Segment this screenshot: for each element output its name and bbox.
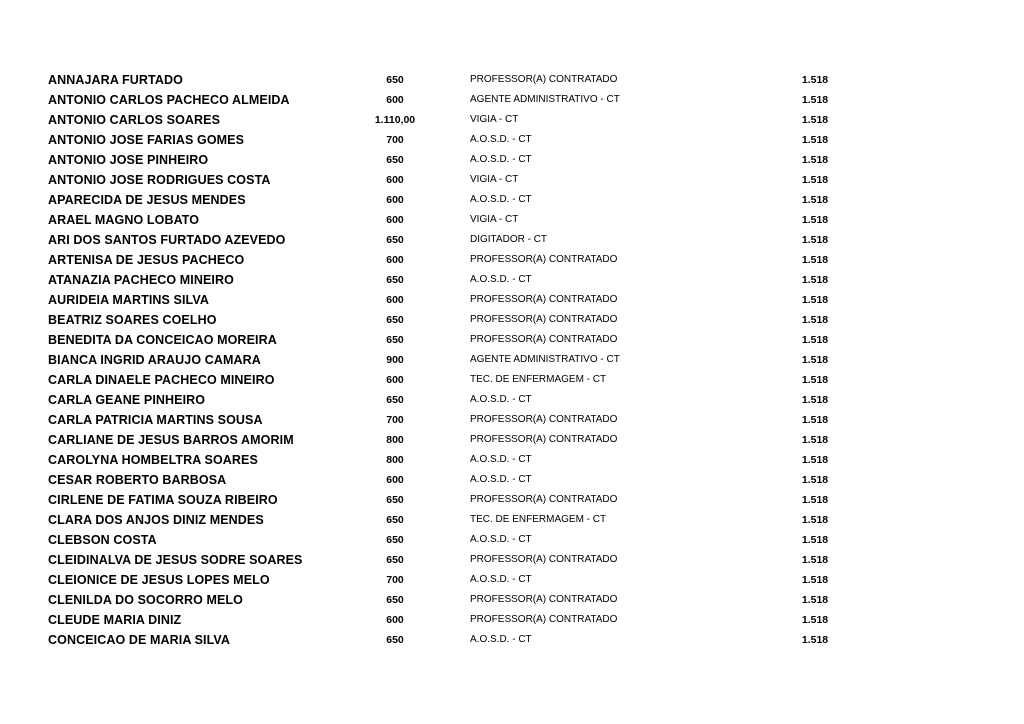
table-row: [0, 530, 1024, 550]
employee-total: 1.518: [801, 494, 829, 506]
employee-role: A.O.S.D. - CT: [470, 154, 532, 165]
employee-value: 600: [386, 474, 404, 486]
table-row: [0, 70, 1024, 90]
table-row: [0, 150, 1024, 170]
employee-total: 1.518: [801, 574, 829, 586]
employee-total: 1.518: [801, 174, 829, 186]
employee-role: A.O.S.D. - CT: [470, 534, 532, 545]
employee-total: 1.518: [801, 94, 829, 106]
employee-name: CIRLENE DE FATIMA SOUZA RIBEIRO: [48, 493, 278, 507]
employee-value: 600: [386, 614, 404, 626]
employee-total: 1.518: [801, 434, 829, 446]
employee-name: ANTONIO JOSE RODRIGUES COSTA: [48, 173, 271, 187]
employee-total: 1.518: [801, 254, 829, 266]
employee-total: 1.518: [801, 454, 829, 466]
employee-name: CARLA GEANE PINHEIRO: [48, 393, 206, 407]
employee-name: ATANAZIA PACHECO MINEIRO: [48, 273, 234, 287]
employee-value: 650: [386, 634, 404, 646]
employee-total: 1.518: [801, 314, 829, 326]
employee-value: 650: [386, 514, 404, 526]
employee-table: [0, 70, 1024, 650]
employee-name: ARAEL MAGNO LOBATO: [48, 213, 200, 227]
employee-role: AGENTE ADMINISTRATIVO - CT: [470, 94, 620, 105]
employee-value: 600: [386, 374, 404, 386]
employee-role: A.O.S.D. - CT: [470, 474, 532, 485]
employee-role: PROFESSOR(A) CONTRATADO: [470, 334, 618, 345]
employee-name: ANTONIO JOSE FARIAS GOMES: [48, 133, 245, 147]
table-row: [0, 430, 1024, 450]
employee-name: ANNAJARA FURTADO: [48, 73, 183, 87]
employee-total: 1.518: [801, 374, 829, 386]
employee-role: PROFESSOR(A) CONTRATADO: [470, 414, 618, 425]
employee-role: PROFESSOR(A) CONTRATADO: [470, 554, 618, 565]
employee-value: 650: [386, 74, 404, 86]
employee-total: 1.518: [801, 154, 829, 166]
table-row: [0, 170, 1024, 190]
employee-value: 800: [386, 434, 404, 446]
table-row: [0, 310, 1024, 330]
table-row: [0, 230, 1024, 250]
table-row: [0, 290, 1024, 310]
employee-value: 1.110,00: [374, 114, 416, 126]
employee-role: A.O.S.D. - CT: [470, 274, 532, 285]
employee-role: A.O.S.D. - CT: [470, 194, 532, 205]
employee-name: ANTONIO CARLOS PACHECO ALMEIDA: [48, 93, 290, 107]
employee-value: 800: [386, 454, 404, 466]
employee-value: 600: [386, 174, 404, 186]
employee-total: 1.518: [801, 214, 829, 226]
table-row: [0, 510, 1024, 530]
employee-role: A.O.S.D. - CT: [470, 454, 532, 465]
employee-name: APARECIDA DE JESUS MENDES: [48, 193, 246, 207]
table-row: [0, 370, 1024, 390]
employee-total: 1.518: [801, 74, 829, 86]
table-row: [0, 250, 1024, 270]
table-row: [0, 630, 1024, 650]
employee-value: 600: [386, 214, 404, 226]
employee-value: 700: [386, 134, 404, 146]
employee-total: 1.518: [801, 514, 829, 526]
employee-total: 1.518: [801, 474, 829, 486]
employee-value: 650: [386, 494, 404, 506]
employee-name: CONCEICAO DE MARIA SILVA: [48, 633, 231, 647]
table-row: [0, 450, 1024, 470]
employee-role: PROFESSOR(A) CONTRATADO: [470, 74, 618, 85]
employee-name: CLARA DOS ANJOS DINIZ MENDES: [48, 513, 264, 527]
employee-role: VIGIA - CT: [470, 214, 519, 225]
employee-name: BENEDITA DA CONCEICAO MOREIRA: [48, 333, 277, 347]
employee-name: CLEBSON COSTA: [48, 533, 157, 547]
employee-role: PROFESSOR(A) CONTRATADO: [470, 294, 618, 305]
employee-name: CLENILDA DO SOCORRO MELO: [48, 593, 243, 607]
employee-name: CLEIDINALVA DE JESUS SODRE SOARES: [48, 553, 303, 567]
employee-role: DIGITADOR - CT: [470, 234, 548, 245]
table-row: [0, 330, 1024, 350]
table-row: [0, 590, 1024, 610]
employee-name: CESAR ROBERTO BARBOSA: [48, 473, 227, 487]
employee-role: PROFESSOR(A) CONTRATADO: [470, 314, 618, 325]
employee-value: 600: [386, 194, 404, 206]
employee-name: BIANCA INGRID ARAUJO CAMARA: [48, 353, 261, 367]
employee-value: 600: [386, 294, 404, 306]
table-row: [0, 550, 1024, 570]
employee-value: 700: [386, 414, 404, 426]
employee-total: 1.518: [801, 114, 829, 126]
employee-role: PROFESSOR(A) CONTRATADO: [470, 254, 618, 265]
employee-name: ANTONIO JOSE PINHEIRO: [48, 153, 209, 167]
employee-total: 1.518: [801, 594, 829, 606]
employee-name: ARTENISA DE JESUS PACHECO: [48, 253, 245, 267]
employee-role: VIGIA - CT: [470, 114, 519, 125]
employee-value: 600: [386, 94, 404, 106]
employee-name: AURIDEIA MARTINS SILVA: [48, 293, 209, 307]
employee-total: 1.518: [801, 334, 829, 346]
employee-role: A.O.S.D. - CT: [470, 134, 532, 145]
employee-total: 1.518: [801, 614, 829, 626]
table-row: [0, 130, 1024, 150]
employee-total: 1.518: [801, 274, 829, 286]
employee-value: 650: [386, 314, 404, 326]
table-row: [0, 490, 1024, 510]
employee-total: 1.518: [801, 194, 829, 206]
employee-total: 1.518: [801, 554, 829, 566]
employee-name: BEATRIZ SOARES COELHO: [48, 313, 217, 327]
employee-value: 650: [386, 594, 404, 606]
employee-role: PROFESSOR(A) CONTRATADO: [470, 614, 618, 625]
employee-name: ANTONIO CARLOS SOARES: [48, 113, 221, 127]
employee-value: 650: [386, 274, 404, 286]
employee-total: 1.518: [801, 394, 829, 406]
employee-value: 700: [386, 574, 404, 586]
table-row: [0, 350, 1024, 370]
employee-role: AGENTE ADMINISTRATIVO - CT: [470, 354, 620, 365]
employee-role: VIGIA - CT: [470, 174, 519, 185]
employee-value: 650: [386, 154, 404, 166]
employee-role: PROFESSOR(A) CONTRATADO: [470, 494, 618, 505]
employee-value: 600: [386, 254, 404, 266]
employee-role: TEC. DE ENFERMAGEM - CT: [470, 514, 607, 525]
table-row: [0, 570, 1024, 590]
table-row: [0, 270, 1024, 290]
employee-total: 1.518: [801, 634, 829, 646]
table-row: [0, 410, 1024, 430]
employee-total: 1.518: [801, 294, 829, 306]
employee-value: 650: [386, 394, 404, 406]
employee-role: A.O.S.D. - CT: [470, 394, 532, 405]
employee-name: CARLIANE DE JESUS BARROS AMORIM: [48, 433, 294, 447]
table-row: [0, 210, 1024, 230]
employee-name: CARLA DINAELE PACHECO MINEIRO: [48, 373, 275, 387]
employee-value: 900: [386, 354, 404, 366]
table-row: [0, 610, 1024, 630]
employee-total: 1.518: [801, 414, 829, 426]
table-row: [0, 470, 1024, 490]
employee-value: 650: [386, 534, 404, 546]
employee-name: CLEUDE MARIA DINIZ: [48, 613, 182, 627]
employee-name: ARI DOS SANTOS FURTADO AZEVEDO: [48, 233, 286, 247]
table-row: [0, 110, 1024, 130]
table-row: [0, 190, 1024, 210]
employee-role: A.O.S.D. - CT: [470, 574, 532, 585]
employee-total: 1.518: [801, 354, 829, 366]
table-row: [0, 90, 1024, 110]
employee-total: 1.518: [801, 534, 829, 546]
employee-role: A.O.S.D. - CT: [470, 634, 532, 645]
employee-value: 650: [386, 554, 404, 566]
employee-role: PROFESSOR(A) CONTRATADO: [470, 594, 618, 605]
employee-name: CLEIONICE DE JESUS LOPES MELO: [48, 573, 270, 587]
employee-role: PROFESSOR(A) CONTRATADO: [470, 434, 618, 445]
employee-name: CARLA PATRICIA MARTINS SOUSA: [48, 413, 263, 427]
employee-total: 1.518: [801, 134, 829, 146]
employee-value: 650: [386, 334, 404, 346]
employee-total: 1.518: [801, 234, 829, 246]
employee-role: TEC. DE ENFERMAGEM - CT: [470, 374, 607, 385]
employee-value: 650: [386, 234, 404, 246]
table-row: [0, 390, 1024, 410]
employee-name: CAROLYNA HOMBELTRA SOARES: [48, 453, 258, 467]
